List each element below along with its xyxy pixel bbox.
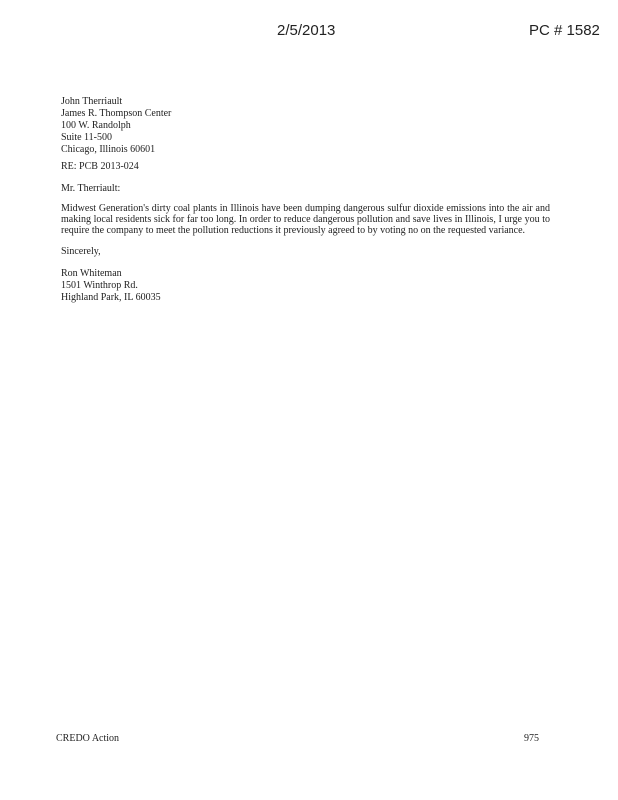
- signer-city: Highland Park, IL 60035: [61, 292, 161, 303]
- letter: [61, 96, 550, 304]
- recipient-city: Chicago, Illinois 60601: [61, 144, 156, 155]
- signature-block: [61, 268, 550, 304]
- recipient-street: 100 W. Randolph: [61, 120, 131, 131]
- recipient-suite: Suite 11-500: [61, 132, 113, 143]
- recipient-address: [61, 96, 550, 156]
- page-header-pc-number: PC # 1582: [529, 22, 600, 39]
- salutation: Mr. Therriault:: [61, 183, 121, 194]
- recipient-building: James R. Thompson Center: [61, 108, 172, 119]
- recipient-name: John Therriault: [61, 96, 123, 107]
- letter-body: Midwest Generation's dirty coal plants in Illinois have been dumping dangerous sulfur dioxide emissions into the air and making local residents sick for far too long. In order to reduce dangerous pollution and save lives in Illinois, I urge you to require the company to meet the pollution reductions it previously agreed to by voting no on the requested variance.: [61, 203, 550, 236]
- signer-street: 1501 Winthrop Rd.: [61, 280, 138, 291]
- footer-page-number: 975: [524, 733, 539, 744]
- re-line: RE: PCB 2013-024: [61, 161, 139, 172]
- page-header-date: 2/5/2013: [277, 22, 336, 39]
- signer-name: Ron Whiteman: [61, 268, 122, 279]
- footer-organization: CREDO Action: [56, 733, 120, 744]
- closing: Sincerely,: [61, 246, 101, 257]
